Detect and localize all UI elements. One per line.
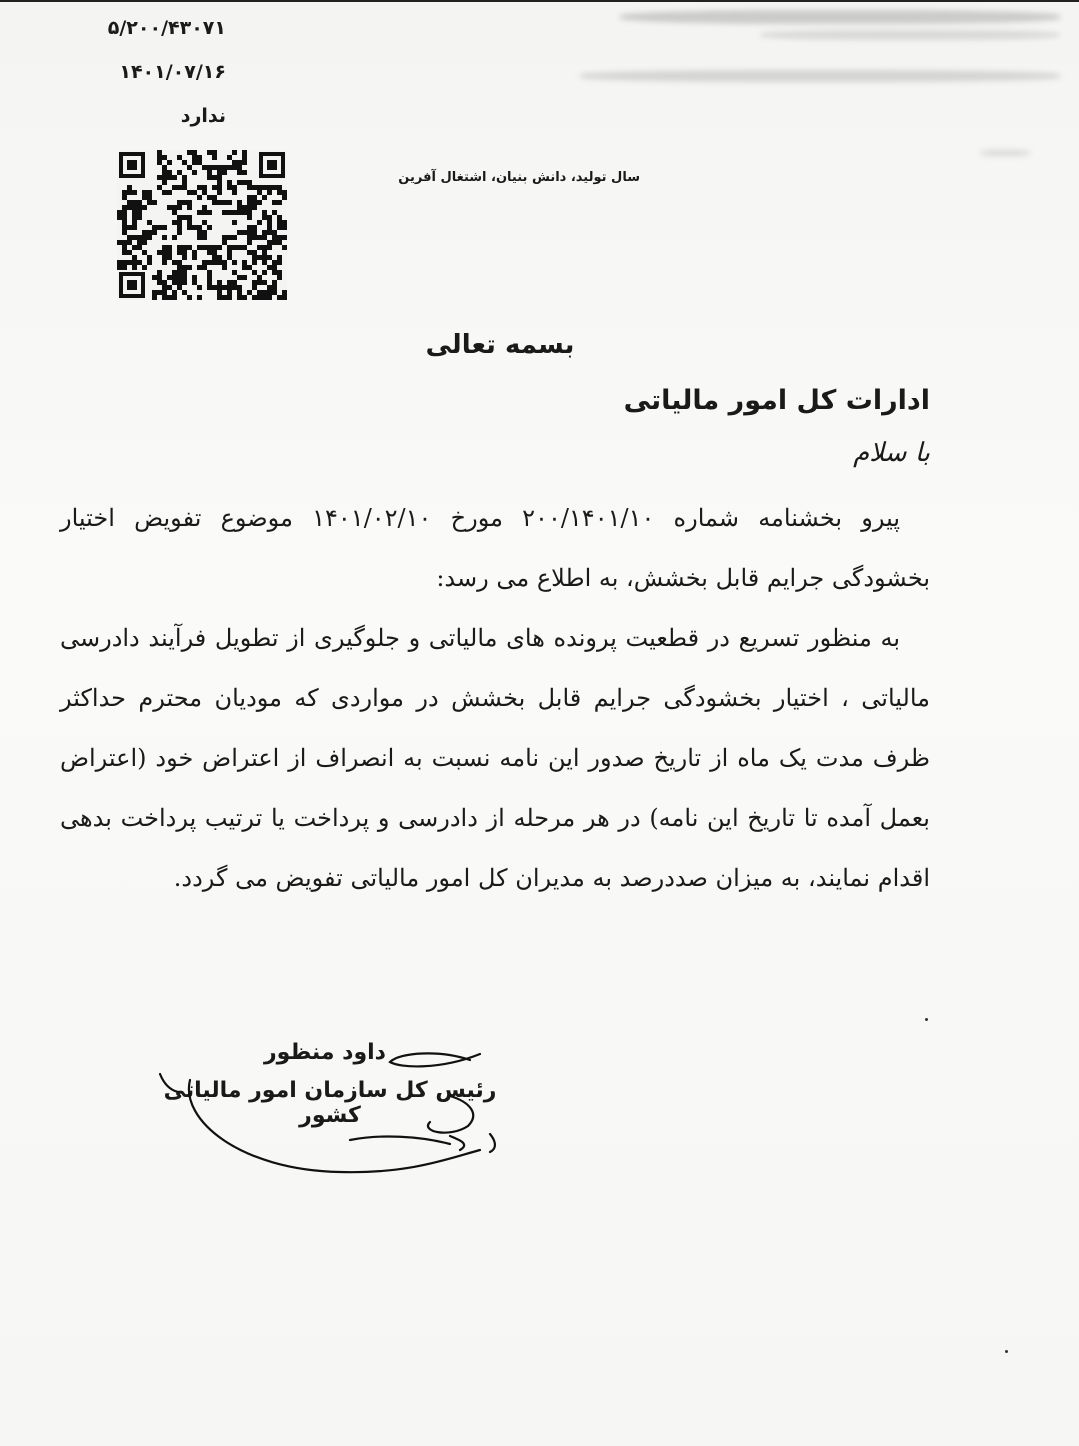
letter-attachment: ندارد xyxy=(180,105,226,127)
scan-smudge xyxy=(580,70,1060,82)
letter-number: ۵/۲۰۰/۴۳۰۷۱ xyxy=(107,17,226,39)
scan-smudge xyxy=(980,150,1030,156)
body-paragraph-1: پیرو بخشنامه شماره ۲۰۰/۱۴۰۱/۱۰ مورخ ۱۴۰۱/۰۲/۱۰ موضوع تفویض اختیار بخشودگی جرایم قابل بخشش، به اطلاع می رسد: xyxy=(60,504,930,592)
body-paragraph-2: به منظور تسریع در قطعیت پرونده های مالیاتی و جلوگیری از تطویل فرآیند دادرسی مالیاتی ، اختیار بخشودگی جرایم قابل بخشش در مواردی که مودیان محترم حداکثر ظرف مدت یک ماه از تاریخ صدور این نامه نسبت به انصراف از اعتراض خود (اعتراض بعمل آمده تا تاریخ این نامه) در هر مرحله از دادرسی و پرداخت یا ترتیب پرداخت بدهی اقدام نمایند، به میزان صددرصد به مدیران کل امور مالیاتی تفویض می گردد. xyxy=(60,624,930,892)
scan-top-edge xyxy=(0,0,1079,2)
scan-speck xyxy=(1005,1350,1008,1353)
scan-smudge xyxy=(620,10,1060,24)
letter-body xyxy=(60,488,930,908)
signer-title: رئیس کل سازمان امور مالیاتی کشور xyxy=(163,1078,497,1128)
scan-speck xyxy=(925,1018,928,1021)
letter-metadata xyxy=(96,6,226,138)
letter-date: ۱۴۰۱/۰۷/۱۶ xyxy=(119,61,226,83)
recipient-heading: ادارات کل امور مالیاتی xyxy=(623,385,930,416)
signer-name: داود منظور xyxy=(264,1040,386,1065)
year-slogan: سال تولید، دانش بنیان، اشتغال آفرین xyxy=(398,170,640,185)
qr-code-icon xyxy=(117,150,287,300)
greeting: با سلام xyxy=(853,438,930,468)
scan-smudge xyxy=(760,30,1060,40)
basmala-heading: بسمه تعالی xyxy=(425,330,575,360)
